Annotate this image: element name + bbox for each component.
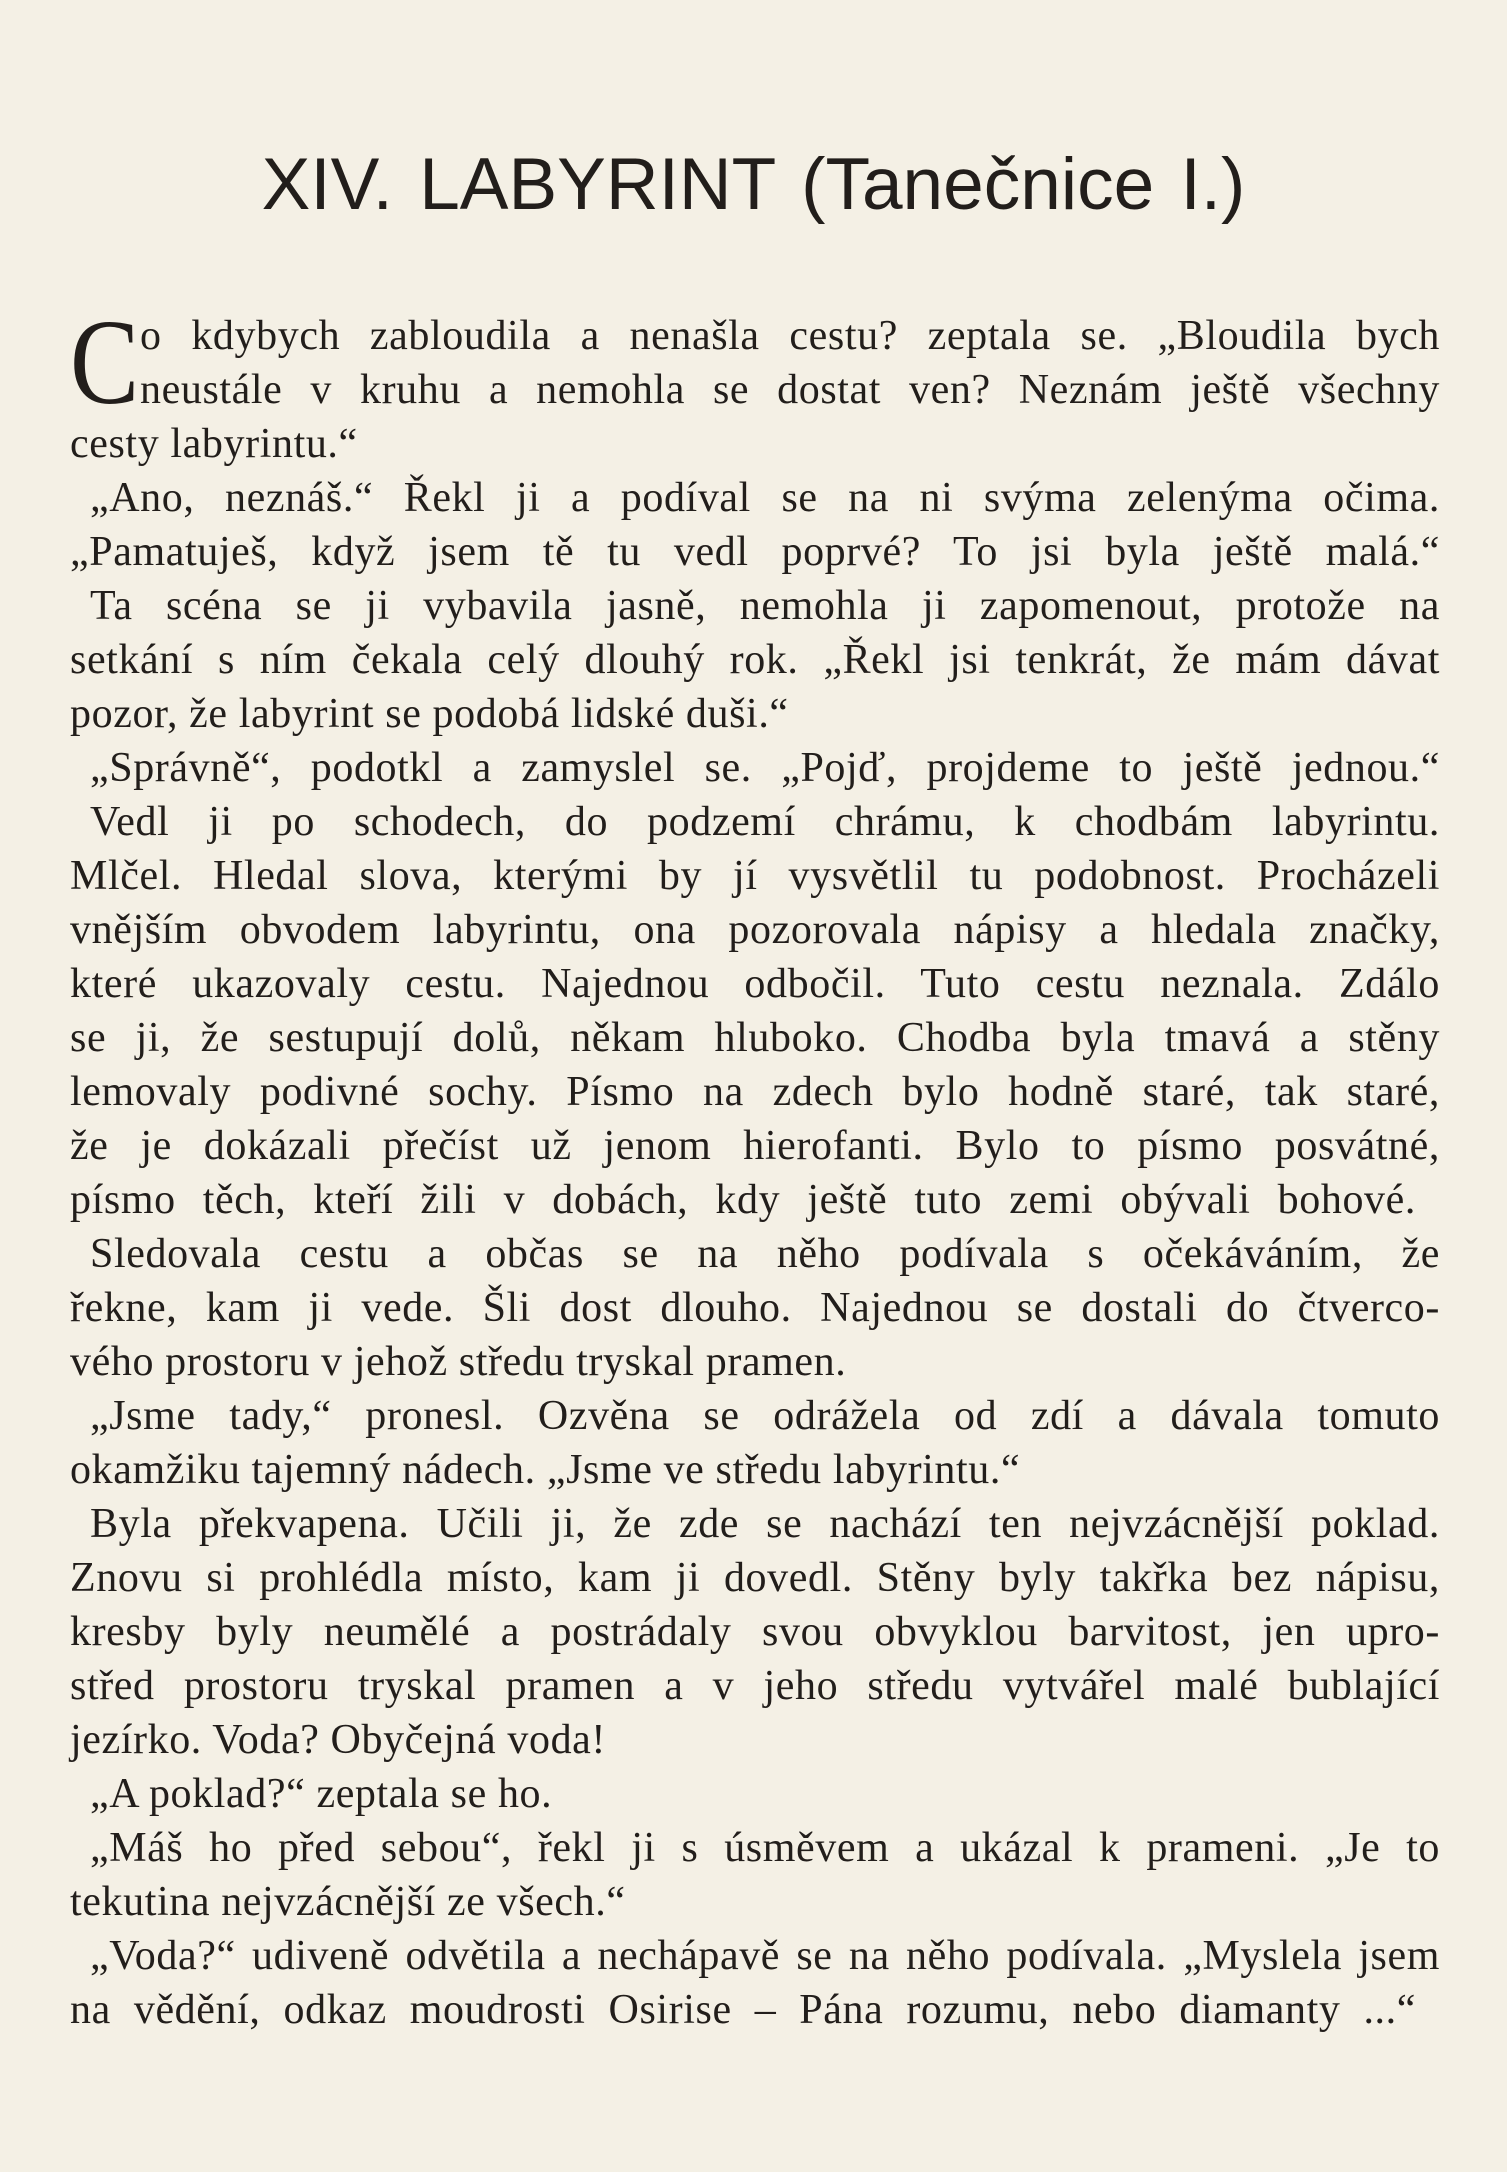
chapter-title: XIV. LABYRINT (Tanečnice I.) <box>261 143 1246 225</box>
paragraph <box>70 309 1440 471</box>
text-line: Znovu si prohlédla místo, kam ji dovedl. Stěny byly takřka bez nápisu, <box>70 1555 1440 1601</box>
drop-cap: C <box>70 295 140 430</box>
text-line: „Pamatuješ, když jsem tě tu vedl poprvé? To jsi byla ještě malá.“ <box>70 529 1440 575</box>
text-line: řekne, kam ji vede. Šli dost dlouho. Najednou se dostali do čtverco- <box>70 1285 1440 1331</box>
text-line: vého prostoru v jehož středu tryskal pramen. <box>70 1339 847 1385</box>
text-line: Vedl ji po schodech, do podzemí chrámu, k chodbám labyrintu. <box>90 799 1440 845</box>
text-line: „A poklad?“ zeptala se ho. <box>90 1771 553 1817</box>
text-line: neustále v kruhu a nemohla se dostat ven? Neznám ještě všechny <box>140 367 1440 413</box>
chapter-body <box>70 295 1440 2037</box>
paragraph <box>70 1929 1440 2037</box>
paragraph <box>70 579 1440 741</box>
paragraph <box>70 1821 1440 1929</box>
text-line: cesty labyrintu.“ <box>70 421 358 467</box>
paragraph <box>70 795 1440 1227</box>
text-line: které ukazovaly cestu. Najednou odbočil. Tuto cestu neznala. Zdálo <box>70 961 1440 1007</box>
paragraph <box>70 1767 1440 1821</box>
text-line: okamžiku tajemný nádech. „Jsme ve středu labyrintu.“ <box>70 1447 1021 1493</box>
text-line: Ta scéna se ji vybavila jasně, nemohla ji zapomenout, protože na <box>90 583 1440 629</box>
text-line: Mlčel. Hledal slova, kterými by jí vysvětlil tu podobnost. Procházeli <box>70 853 1440 899</box>
text-line: kresby byly neumělé a postrádaly svou obvyklou barvitost, jen upro- <box>70 1609 1440 1655</box>
text-line: jezírko. Voda? Obyčejná voda! <box>70 1717 607 1763</box>
text-line: střed prostoru tryskal pramen a v jeho středu vytvářel malé bublající <box>70 1663 1440 1709</box>
text-line: že je dokázali přečíst už jenom hierofanti. Bylo to písmo posvátné, <box>70 1123 1440 1169</box>
text-line: se ji, že sestupují dolů, někam hluboko. Chodba byla tmavá a stěny <box>70 1015 1440 1061</box>
text-line: tekutina nejvzácnější ze všech.“ <box>70 1879 626 1925</box>
paragraph <box>70 1227 1440 1389</box>
text-line: Sledovala cestu a občas se na něho podívala s očekáváním, že <box>90 1231 1440 1277</box>
text-line: na vědění, odkaz moudrosti Osirise – Pána rozumu, nebo diamanty ...“ <box>70 1987 1416 2033</box>
paragraph <box>70 1389 1440 1497</box>
paragraph <box>70 1497 1440 1767</box>
paragraph <box>70 741 1440 795</box>
text-line: vnějším obvodem labyrintu, ona pozorovala nápisy a hledala značky, <box>70 907 1440 953</box>
text-line: „Ano, neznáš.“ Řekl ji a podíval se na ni svýma zelenýma očima. <box>90 475 1440 521</box>
text-line: Byla překvapena. Učili ji, že zde se nachází ten nejvzácnější poklad. <box>90 1501 1440 1547</box>
text-line: „Správně“, podotkl a zamyslel se. „Pojď, projdeme to ještě jednou.“ <box>90 745 1440 791</box>
paragraph <box>70 471 1440 579</box>
text-line: o kdybych zabloudila a nenašla cestu? zeptala se. „Bloudila bych <box>140 313 1440 359</box>
text-line: „Máš ho před sebou“, řekl ji s úsměvem a ukázal k prameni. „Je to <box>90 1825 1440 1871</box>
text-line: lemovaly podivné sochy. Písmo na zdech bylo hodně staré, tak staré, <box>70 1069 1440 1115</box>
text-line: setkání s ním čekala celý dlouhý rok. „Řekl jsi tenkrát, že mám dávat <box>70 637 1440 683</box>
text-line: písmo těch, kteří žili v dobách, kdy ještě tuto zemi obývali bohové. <box>70 1177 1416 1223</box>
text-line: „Voda?“ udiveně odvětila a nechápavě se na něho podívala. „Myslela jsem <box>90 1933 1440 1979</box>
text-line: pozor, že labyrint se podobá lidské duši.“ <box>70 691 789 737</box>
text-line: „Jsme tady,“ pronesl. Ozvěna se odrážela od zdí a dávala tomuto <box>90 1393 1440 1439</box>
